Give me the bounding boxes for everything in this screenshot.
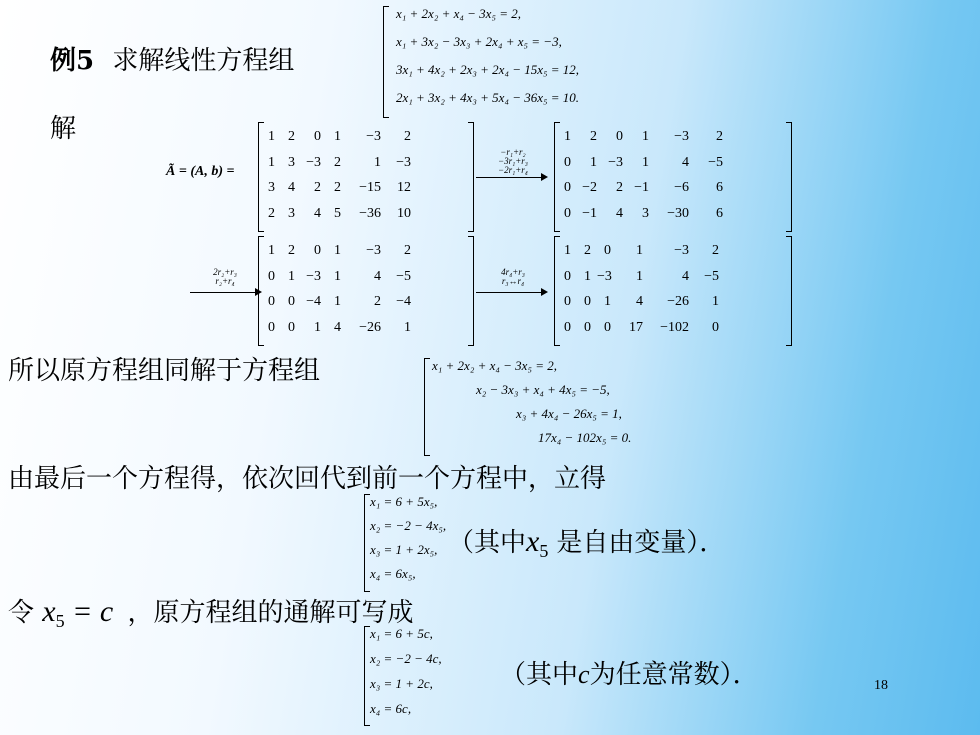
matrix-cell: 0 (564, 294, 571, 309)
const-note-prefix: （其中 (500, 660, 579, 690)
const-note-suffix: 为任意常数）． (589, 660, 759, 690)
matrix-cell: 17 (629, 319, 643, 335)
example-label: 例5 (50, 46, 95, 76)
row-op-2 (190, 268, 260, 286)
matrix-cell: 1 (642, 154, 649, 170)
system4-eq-4: x₄ = 6c, (370, 701, 412, 716)
matrix-cell: 0 (314, 129, 321, 144)
matrix-cell: 0 (584, 294, 591, 309)
matrix-cell: 4 (314, 205, 321, 221)
system2-eq-4: 17x₄ − 102x₅ = 0. (538, 430, 632, 445)
matrix-cell: −36 (359, 205, 381, 221)
matrix-cell: 1 (374, 154, 381, 170)
row-op-3-b: r₃↔r₄ (501, 276, 525, 286)
matrix-cell: 4 (682, 268, 689, 284)
matrix-cell: −4 (306, 294, 321, 309)
system3-eq-2: x₂ = −2 − 4x₅, (370, 518, 447, 533)
matrix-cell: 2 (404, 243, 411, 258)
matrix-cell: 0 (564, 154, 571, 170)
matrix-cell: −3 (608, 154, 623, 170)
free-variable-note (448, 522, 725, 562)
matrix-cell: −15 (359, 180, 381, 195)
matrix-cell: −30 (667, 205, 689, 221)
matrix-cell: 2 (374, 294, 381, 309)
row-op-1-c: −2r₁+r₄ (498, 165, 528, 175)
page-number: 18 (874, 678, 888, 693)
matrix-cell: −1 (634, 180, 649, 195)
row-op-1-b: −3r₁+r₃ (498, 156, 528, 166)
matrix-cell: 2 (288, 243, 295, 258)
matrix-cell: −3 (366, 129, 381, 144)
matrix-cell: 2 (334, 154, 341, 170)
free-note-prefix: （其中 (448, 528, 527, 558)
matrix-cell: 2 (590, 129, 597, 144)
free-note-var: x (526, 525, 540, 558)
matrix-cell: −26 (667, 294, 689, 309)
row-op-2-a: 2r₂+r₃ (213, 267, 237, 277)
matrix-cell: −5 (708, 154, 723, 170)
matrix-cell: 3 (268, 180, 275, 195)
system2-eq-3: x₃ + 4x₄ − 26x₅ = 1, (516, 406, 622, 421)
matrix-cell: 1 (334, 243, 341, 258)
augmented-label: Ã = (A, b) = (166, 164, 235, 179)
backsub-text: 由最后一个方程得，依次回代到前一个方程中，立得 (8, 464, 607, 494)
matrix-cell: 1 (642, 129, 649, 144)
matrix-cell: 0 (616, 129, 623, 144)
row-op-2-b: r₂+r₄ (215, 276, 235, 286)
matrix-cell: 0 (712, 319, 719, 335)
let-prefix: 令 (8, 598, 35, 628)
matrix-cell: −3 (674, 129, 689, 144)
matrix-1 (258, 122, 474, 232)
matrix-cell: 1 (564, 243, 571, 258)
matrix-cell: −6 (674, 180, 689, 195)
matrix-cell: −4 (396, 294, 411, 309)
matrix-cell: 1 (590, 154, 597, 170)
row-op-3-a: 4r₄+r₃ (501, 267, 525, 277)
system3-eq-4: x₄ = 6x₅, (370, 566, 416, 581)
system2-eq-1: x₁ + 2x₂ + x₄ − 3x₅ = 2, (432, 358, 557, 373)
matrix-cell: 10 (397, 205, 411, 221)
matrix-cell: 1 (636, 268, 643, 284)
matrix-cell: 1 (712, 294, 719, 309)
matrix-cell: 0 (604, 243, 611, 258)
matrix-cell: −3 (306, 154, 321, 170)
matrix-cell: 2 (334, 180, 341, 195)
matrix-cell: 3 (642, 205, 649, 221)
matrix-cell: 4 (682, 154, 689, 170)
matrix-cell: 2 (712, 243, 719, 258)
matrix-cell: 12 (397, 180, 411, 195)
example-heading (50, 40, 294, 77)
matrix-cell: 1 (268, 154, 275, 170)
system1-eq-1: x₁ + 2x₂ + x₄ − 3x₅ = 2, (396, 6, 521, 21)
matrix-cell: 6 (716, 205, 723, 221)
matrix-cell: 2 (584, 243, 591, 258)
system4-eq-1: x₁ = 6 + 5c, (370, 626, 433, 641)
matrix-cell: 0 (288, 319, 295, 335)
matrix-cell: 1 (564, 129, 571, 144)
arrow-2 (190, 292, 260, 293)
matrix-cell: 4 (616, 205, 623, 221)
matrix-cell: 1 (334, 129, 341, 144)
matrix-cell: 0 (288, 294, 295, 309)
matrix-cell: −3 (366, 243, 381, 258)
system1-brace (383, 6, 384, 118)
equivalent-text: 所以原方程组同解于方程组 (8, 356, 321, 386)
matrix-cell: −26 (359, 319, 381, 335)
matrix-cell: 1 (314, 319, 321, 335)
matrix-cell: 1 (288, 268, 295, 284)
matrix-cell: 4 (374, 268, 381, 284)
matrix-cell: 4 (288, 180, 295, 195)
matrix-cell: 2 (404, 129, 411, 144)
matrix-cell: 1 (268, 129, 275, 144)
matrix-cell: −5 (704, 268, 719, 284)
system2-eq-2: x₂ − 3x₃ + x₄ + 4x₅ = −5, (476, 382, 610, 397)
matrix-cell: 0 (268, 294, 275, 309)
matrix-cell: 2 (288, 129, 295, 144)
matrix-cell: 0 (564, 180, 571, 195)
free-note-suffix: 是自由变量）． (556, 528, 726, 558)
matrix-cell: 5 (334, 205, 341, 221)
matrix-2 (554, 122, 792, 232)
arrow-3 (476, 292, 546, 293)
matrix-4 (554, 236, 792, 346)
matrix-cell: 1 (584, 268, 591, 284)
matrix-cell: 2 (314, 180, 321, 195)
row-op-1-a: −r₁+r₂ (500, 147, 526, 157)
solution-label: 解 (50, 114, 77, 144)
arrow-1 (476, 177, 546, 178)
system3-eq-1: x₁ = 6 + 5x₅, (370, 494, 438, 509)
matrix-cell: −3 (306, 268, 321, 284)
matrix-cell: 0 (564, 319, 571, 335)
let-line (8, 592, 413, 632)
matrix-cell: −3 (396, 154, 411, 170)
system3-eq-3: x₃ = 1 + 2x₅, (370, 542, 438, 557)
matrix-cell: 0 (564, 268, 571, 284)
matrix-cell: 1 (404, 319, 411, 335)
row-op-3 (478, 268, 548, 286)
matrix-cell: 0 (314, 243, 321, 258)
matrix-cell: −3 (674, 243, 689, 258)
let-eq: = c (64, 595, 114, 628)
system1-eq-3: 3x₁ + 4x₂ + 2x₃ + 2x₄ − 15x₅ = 12, (396, 62, 580, 77)
let-suffix: ，原方程组的通解可写成 (127, 598, 414, 628)
system1-eq-4: 2x₁ + 3x₂ + 4x₃ + 5x₄ − 36x₅ = 10. (396, 90, 580, 105)
matrix-cell: 2 (268, 205, 275, 221)
system4-brace (364, 626, 365, 726)
matrix-cell: 6 (716, 180, 723, 195)
system3-brace (364, 494, 365, 592)
matrix-cell: 2 (616, 180, 623, 195)
matrix-cell: −5 (396, 268, 411, 284)
let-sub: 5 (55, 611, 65, 632)
matrix-cell: 1 (334, 268, 341, 284)
system2-brace (424, 358, 425, 456)
matrix-cell: −3 (597, 268, 612, 284)
matrix-cell: 0 (268, 319, 275, 335)
free-note-sub: 5 (539, 541, 549, 562)
row-op-1 (478, 148, 548, 175)
matrix-cell: 0 (584, 319, 591, 335)
matrix-cell: 2 (716, 129, 723, 144)
system1-eq-2: x₁ + 3x₂ − 3x₃ + 2x₄ + x₅ = −3, (396, 34, 562, 49)
matrix-cell: 4 (334, 319, 341, 335)
matrix-cell: 1 (604, 294, 611, 309)
system4-eq-3: x₃ = 1 + 2c, (370, 676, 433, 691)
matrix-cell: −2 (582, 180, 597, 195)
matrix-cell: 0 (268, 268, 275, 284)
matrix-cell: 0 (564, 205, 571, 221)
matrix-cell: −102 (660, 319, 689, 335)
matrix-cell: 4 (636, 294, 643, 309)
matrix-cell: 1 (636, 243, 643, 258)
const-note-var: c (578, 660, 590, 689)
matrix-cell: 3 (288, 205, 295, 221)
example-title: 求解线性方程组 (112, 46, 295, 76)
matrix-3 (258, 236, 474, 346)
matrix-cell: 1 (268, 243, 275, 258)
matrix-cell: 1 (334, 294, 341, 309)
matrix-cell: 3 (288, 154, 295, 170)
matrix-cell: 0 (604, 319, 611, 335)
const-note (500, 654, 759, 691)
let-var: x (42, 595, 56, 628)
matrix-cell: −1 (582, 205, 597, 221)
system4-eq-2: x₂ = −2 − 4c, (370, 651, 442, 666)
